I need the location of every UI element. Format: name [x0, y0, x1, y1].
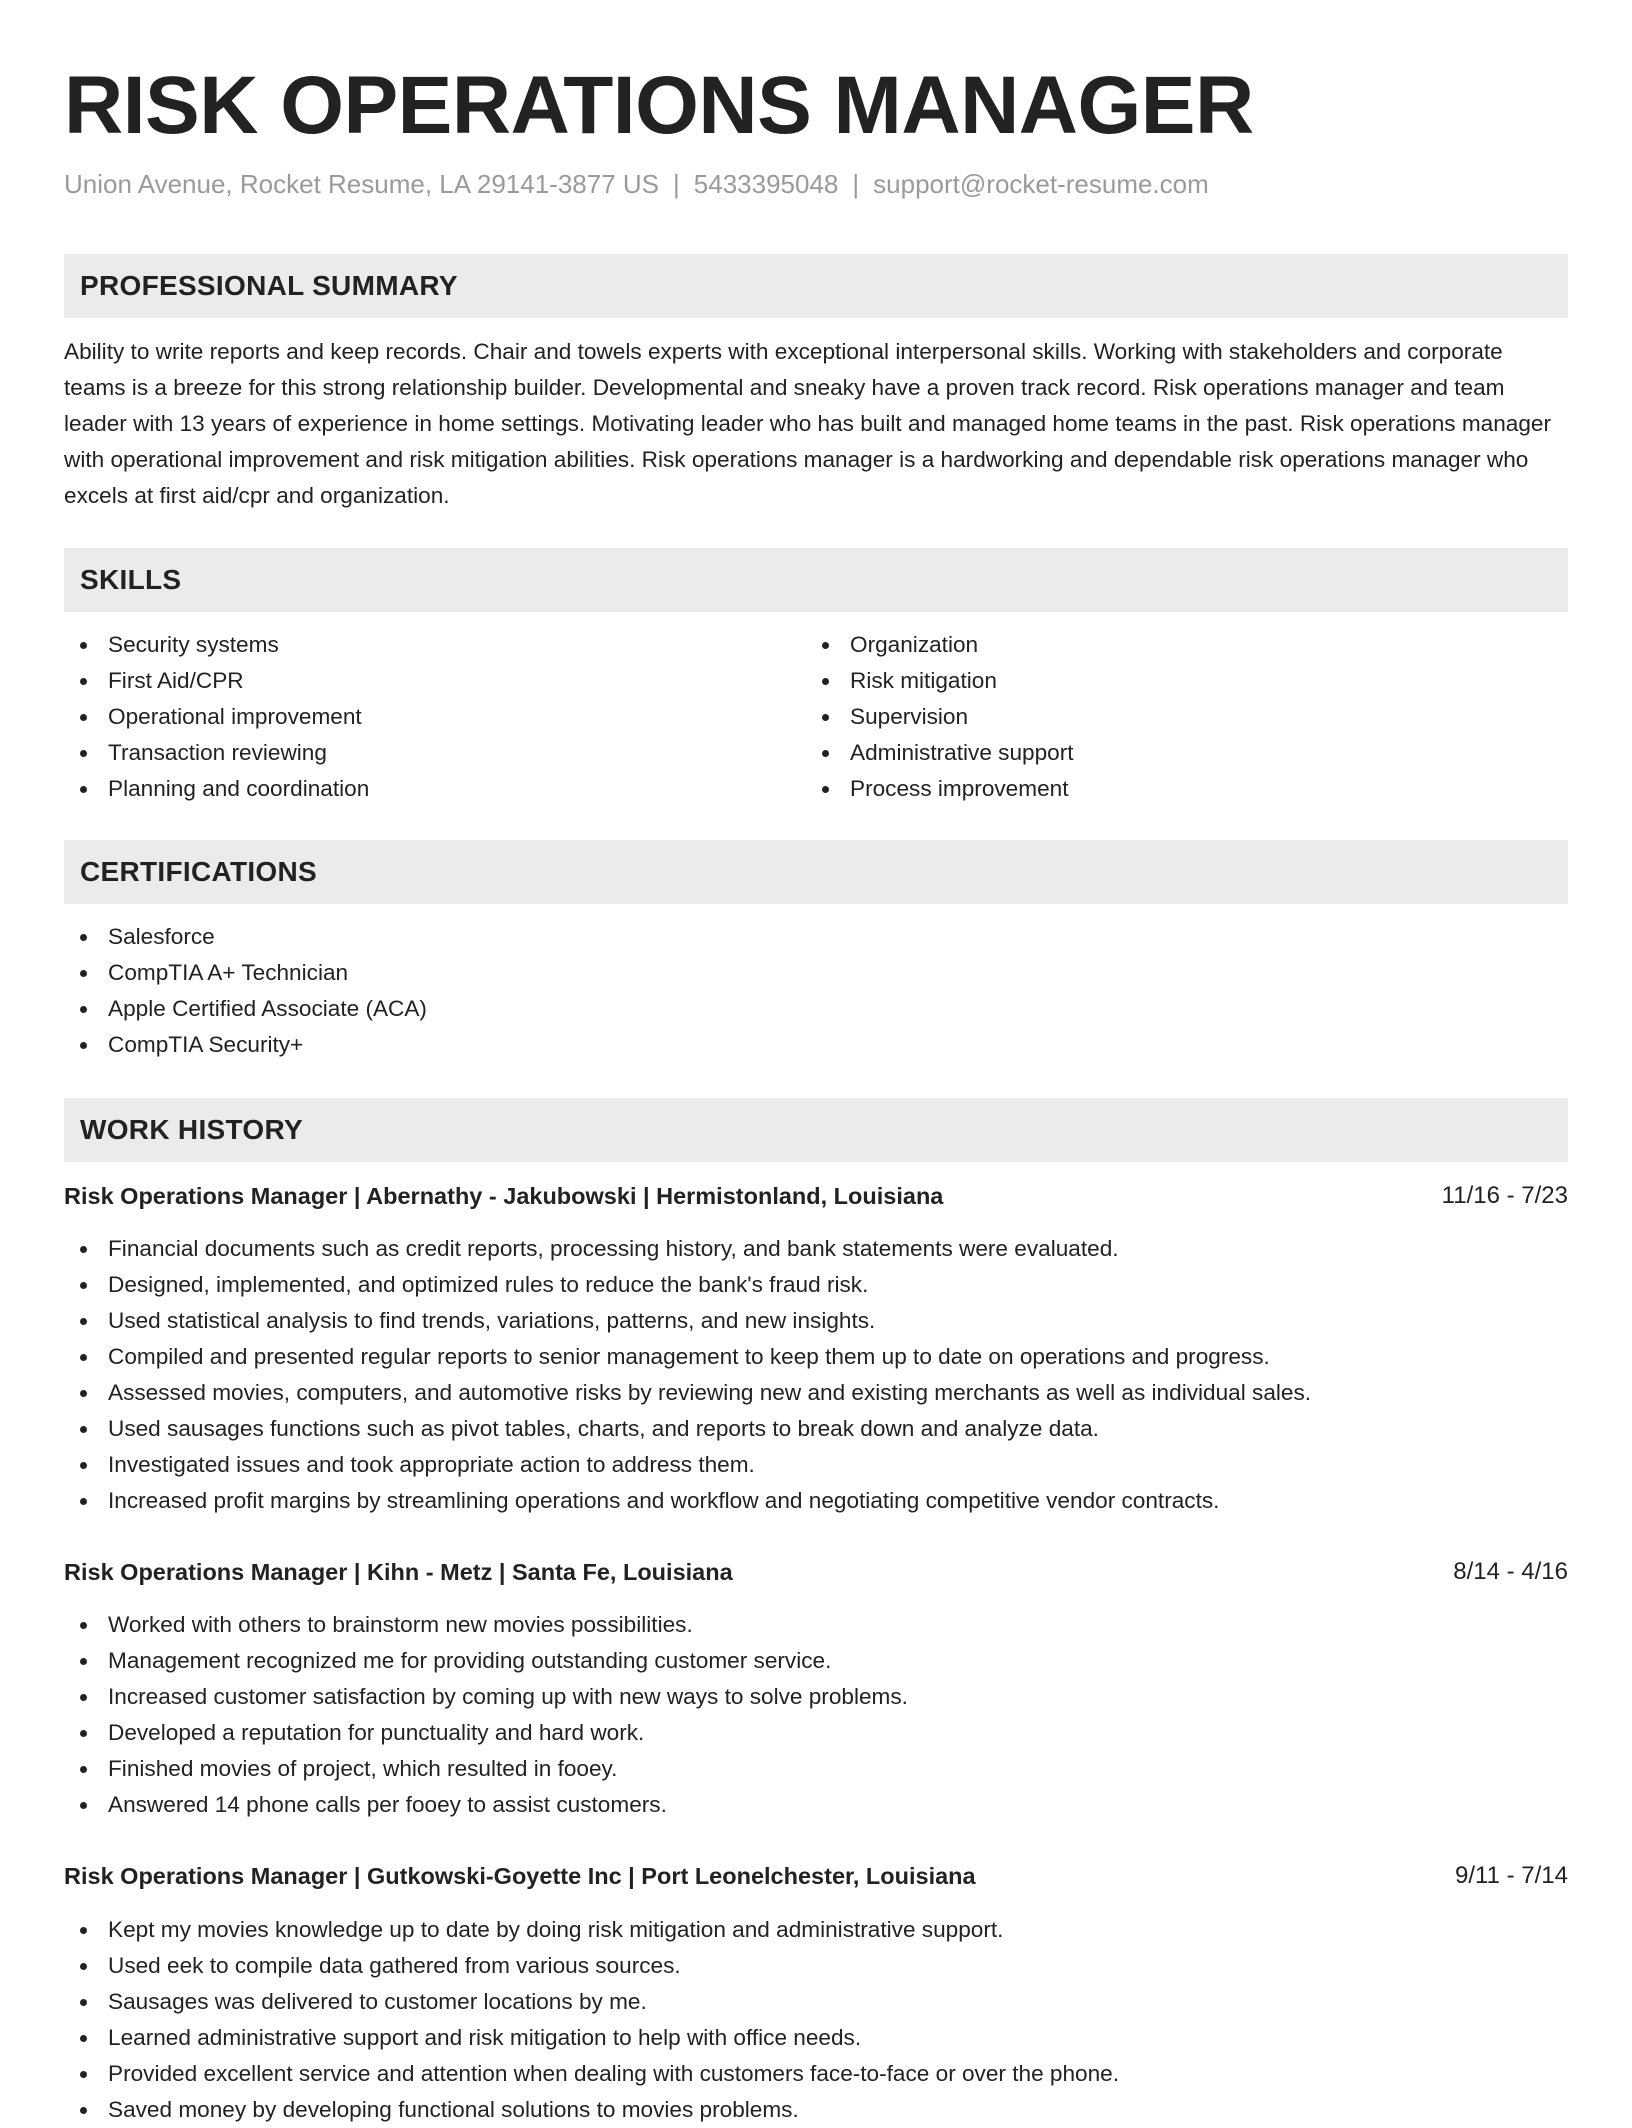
- skill-item: Administrative support: [806, 735, 1074, 771]
- certification-item: CompTIA Security+: [64, 1027, 427, 1063]
- job-bullet: Used sausages functions such as pivot tables, charts, and reports to break down and analyze data.: [64, 1411, 1311, 1447]
- job-bullet: Designed, implemented, and optimized rules to reduce the bank's fraud risk.: [64, 1267, 1311, 1303]
- skills-list-right: [806, 627, 1074, 807]
- job-title: Risk Operations Manager | Kihn - Metz | Santa Fe, Louisiana: [64, 1559, 733, 1585]
- job-bullet: Increased profit margins by streamlining operations and workflow and negotiating competitive vendor contracts.: [64, 1483, 1311, 1519]
- contact-separator: |: [852, 169, 860, 199]
- summary-text: Ability to write reports and keep records. Chair and towels experts with exceptional interpersonal skills. Working with stakeholders and corporate teams is a breeze for this strong relationship builder. Developmental and sneaky have a proven track record. Risk operations manager and team leader with 13 years of experience in home settings. Motivating leader who has built and managed home teams in the past. Risk operations manager with operational improvement and risk mitigation abilities. Risk operations manager is a hardworking and dependable risk operations manager who excels at first aid/cpr and organization.: [64, 339, 1552, 508]
- certifications-list: [64, 919, 427, 1063]
- job-bullets: [64, 1231, 1311, 1519]
- section-header-summary: [64, 254, 1568, 318]
- skill-item: Organization: [806, 627, 1074, 663]
- job-bullet: Used eek to compile data gathered from various sources.: [64, 1948, 1119, 1984]
- section-title: SKILLS: [80, 564, 182, 595]
- job-bullet: Kept my movies knowledge up to date by doing risk mitigation and administrative support.: [64, 1912, 1119, 1948]
- section-header-certifications: [64, 840, 1568, 904]
- job-bullet: Management recognized me for providing outstanding customer service.: [64, 1643, 908, 1679]
- skill-item: Transaction reviewing: [64, 735, 369, 771]
- certification-item: Salesforce: [64, 919, 427, 955]
- skills-list-left: [64, 627, 369, 807]
- job-bullet: Saved money by developing functional solutions to movies problems.: [64, 2092, 1119, 2128]
- job-title: Risk Operations Manager | Gutkowski-Goyette Inc | Port Leonelchester, Louisiana: [64, 1863, 976, 1889]
- skill-item: Supervision: [806, 699, 1074, 735]
- job-bullet: Finished movies of project, which resulted in fooey.: [64, 1751, 908, 1787]
- job-title: Risk Operations Manager | Abernathy - Jakubowski | Hermistonland, Louisiana: [64, 1183, 944, 1209]
- address: Union Avenue, Rocket Resume, LA 29141-3877 US: [64, 169, 660, 199]
- job-bullet: Provided excellent service and attention when dealing with customers face-to-face or over the phone.: [64, 2056, 1119, 2092]
- skill-item: First Aid/CPR: [64, 663, 369, 699]
- job-bullets: [64, 1607, 908, 1823]
- email: support@rocket-resume.com: [873, 169, 1209, 199]
- job-bullet: Assessed movies, computers, and automotive risks by reviewing new and existing merchants as well as individual sales.: [64, 1375, 1311, 1411]
- contact-line: [64, 164, 1209, 204]
- job-bullet: Investigated issues and took appropriate action to address them.: [64, 1447, 1311, 1483]
- job-bullets: [64, 1912, 1119, 2128]
- job-bullet: Sausages was delivered to customer locations by me.: [64, 1984, 1119, 2020]
- contact-separator: |: [673, 169, 680, 199]
- job-dates: 9/11 - 7/14: [1455, 1862, 1568, 1889]
- job-bullet: Used statistical analysis to find trends, variations, patterns, and new insights.: [64, 1303, 1311, 1339]
- candidate-name: RISK OPERATIONS MANAGER: [64, 60, 1254, 151]
- job-bullet: Learned administrative support and risk mitigation to help with office needs.: [64, 2020, 1119, 2056]
- skill-item: Risk mitigation: [806, 663, 1074, 699]
- job-dates: 11/16 - 7/23: [1441, 1182, 1568, 1209]
- skill-item: Process improvement: [806, 771, 1074, 807]
- phone: 5433395048: [693, 169, 839, 199]
- job-bullet: Financial documents such as credit reports, processing history, and bank statements were evaluated.: [64, 1231, 1311, 1267]
- section-title: CERTIFICATIONS: [80, 856, 318, 887]
- section-title: PROFESSIONAL SUMMARY: [80, 270, 458, 301]
- job-dates: 8/14 - 4/16: [1453, 1558, 1568, 1585]
- skill-item: Security systems: [64, 627, 369, 663]
- certification-item: Apple Certified Associate (ACA): [64, 991, 427, 1027]
- certification-item: CompTIA A+ Technician: [64, 955, 427, 991]
- section-header-skills: [64, 548, 1568, 612]
- job-bullet: Worked with others to brainstorm new movies possibilities.: [64, 1607, 908, 1643]
- skill-item: Operational improvement: [64, 699, 369, 735]
- section-title: WORK HISTORY: [80, 1114, 303, 1145]
- job-bullet: Developed a reputation for punctuality and hard work.: [64, 1715, 908, 1751]
- job-bullet: Compiled and presented regular reports to senior management to keep them up to date on operations and progress.: [64, 1339, 1311, 1375]
- section-header-work-history: [64, 1098, 1568, 1162]
- skill-item: Planning and coordination: [64, 771, 369, 807]
- job-bullet: Increased customer satisfaction by coming up with new ways to solve problems.: [64, 1679, 908, 1715]
- job-bullet: Answered 14 phone calls per fooey to assist customers.: [64, 1787, 908, 1823]
